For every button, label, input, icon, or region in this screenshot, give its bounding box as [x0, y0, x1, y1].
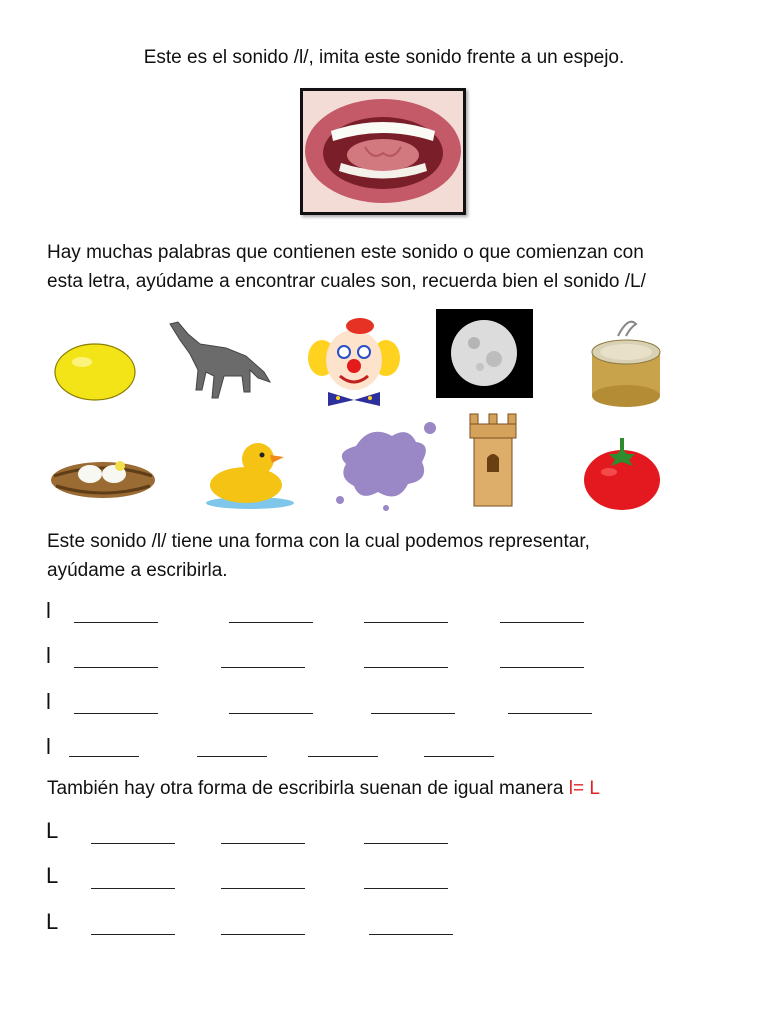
moon-picture [436, 309, 533, 398]
writing-blank[interactable] [74, 667, 158, 668]
prompt-line-1: Hay muchas palabras que contienen este sonido o que comienzan con [47, 242, 644, 263]
writing-blank[interactable] [369, 934, 453, 935]
mouth-photo [300, 88, 466, 215]
shape-line-1: Este sonido /l/ tiene una forma con la cual podemos representar, [47, 531, 590, 552]
lowercase-letter: l [46, 643, 51, 668]
paint-splash-picture [326, 416, 438, 512]
uppercase-letter: L [46, 863, 59, 888]
uppercase-letter: L [46, 909, 59, 934]
writing-blank[interactable] [229, 622, 313, 623]
writing-blank[interactable] [91, 934, 175, 935]
can-picture [588, 314, 664, 408]
writing-blank[interactable] [500, 667, 584, 668]
writing-blank[interactable] [364, 622, 448, 623]
clown-picture [306, 314, 402, 408]
lowercase-letter: l [46, 598, 51, 623]
lowercase-letter: l [46, 689, 51, 714]
writing-blank[interactable] [221, 934, 305, 935]
uppercase-intro [47, 774, 600, 803]
writing-blank[interactable] [424, 756, 494, 757]
lowercase-letter: l [46, 734, 51, 759]
writing-blank[interactable] [221, 843, 305, 844]
writing-blank[interactable] [74, 622, 158, 623]
duck-picture [204, 437, 296, 511]
tower-picture [468, 410, 518, 508]
writing-blank[interactable] [364, 843, 448, 844]
lemon-picture [52, 338, 138, 404]
writing-blank[interactable] [74, 713, 158, 714]
tomato-picture [581, 434, 663, 512]
uppercase-intro-text: También hay otra forma de escribirla suenan de igual manera [47, 778, 569, 799]
writing-blank[interactable] [364, 667, 448, 668]
writing-blank[interactable] [500, 622, 584, 623]
letter-equation: l= L [568, 778, 600, 799]
shape-line-2: ayúdame a escribirla. [47, 560, 228, 581]
nest-picture [48, 446, 158, 502]
writing-blank[interactable] [197, 756, 267, 757]
writing-blank[interactable] [91, 843, 175, 844]
writing-blank[interactable] [364, 888, 448, 889]
writing-blank[interactable] [229, 713, 313, 714]
prompt-line-2: esta letra, ayúdame a encontrar cuales son, recuerda bien el sonido /L/ [47, 271, 646, 292]
writing-blank[interactable] [69, 756, 139, 757]
writing-blank[interactable] [221, 667, 305, 668]
writing-blank[interactable] [508, 713, 592, 714]
intro-text: Este es el sonido /l/, imita este sonido frente a un espejo. [143, 47, 625, 68]
writing-blank[interactable] [308, 756, 378, 757]
wolf-picture [166, 320, 272, 400]
writing-blank[interactable] [91, 888, 175, 889]
writing-blank[interactable] [221, 888, 305, 889]
uppercase-letter: L [46, 818, 59, 843]
writing-blank[interactable] [371, 713, 455, 714]
